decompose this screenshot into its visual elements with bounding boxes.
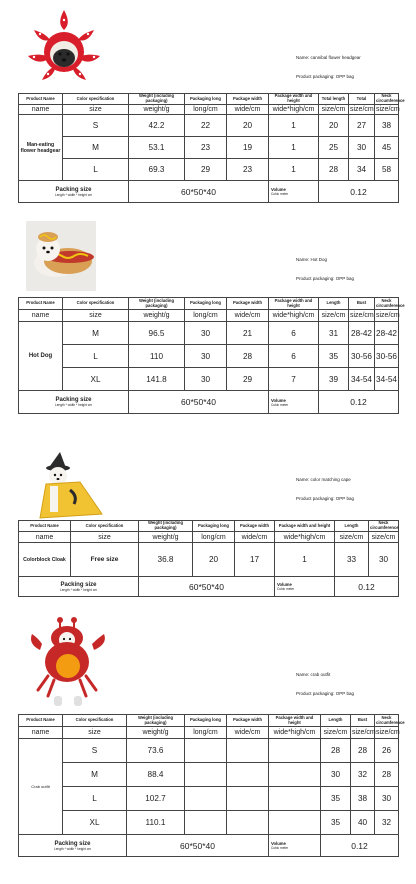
col-subheader: size/cm	[351, 727, 375, 739]
subheader-row	[19, 105, 399, 115]
table-row	[19, 159, 399, 181]
table-cell: 20	[227, 115, 269, 137]
col-subheader: weight/g	[129, 310, 185, 322]
product-packaging-line: Product packaging: OPP bag	[296, 496, 354, 502]
col-subheader: weight/g	[127, 727, 185, 739]
product-meta	[296, 477, 354, 502]
packing-value: 60*50*40	[129, 181, 269, 203]
col-header: Bust	[351, 715, 375, 727]
table-cell: 1	[269, 115, 319, 137]
table-cell: 110.1	[127, 811, 185, 835]
table-row	[19, 322, 399, 345]
col-header: Packaging long	[193, 521, 235, 532]
table-cell: 23	[227, 159, 269, 181]
packing-sub: Length * width * height cm	[53, 846, 92, 851]
table-cell: 53.1	[129, 137, 185, 159]
col-subheader: weight/g	[139, 532, 193, 543]
table-cell: 30	[349, 137, 375, 159]
col-subheader: size/cm	[349, 310, 375, 322]
volume-label: Volume	[277, 582, 292, 587]
table-cell	[269, 787, 321, 811]
col-subheader: name	[19, 727, 63, 739]
table-cell: 36.8	[139, 543, 193, 577]
col-header: Package width and height	[269, 94, 319, 105]
volume-label-cell	[269, 181, 319, 203]
table-cell: 27	[349, 115, 375, 137]
col-header: Packaging long	[185, 298, 227, 310]
table-cell	[185, 787, 227, 811]
table-cell: 141.8	[129, 368, 185, 391]
col-subheader: size/cm	[335, 532, 369, 543]
col-subheader: long/cm	[185, 105, 227, 115]
table-cell: 33	[335, 543, 369, 577]
table-cell: 30	[185, 345, 227, 368]
cloak-illustration	[20, 452, 112, 524]
col-header: Length	[319, 298, 349, 310]
crab-outfit-illustration	[28, 614, 108, 712]
table-cell: 110	[129, 345, 185, 368]
col-header: Product Name	[19, 521, 71, 532]
product-name-cell: Colorblock Cloak	[19, 543, 71, 577]
volume-value: 0.12	[321, 835, 399, 857]
col-header: Package width	[235, 521, 275, 532]
volume-label: Volume	[271, 841, 286, 846]
table-cell: 34-54	[375, 368, 399, 391]
packing-label-cell	[19, 391, 129, 414]
table-cell: 7	[269, 368, 319, 391]
table-cell: 35	[321, 787, 351, 811]
table-cell: Free size	[71, 543, 139, 577]
table-cell	[269, 811, 321, 835]
table-cell: 26	[375, 739, 399, 763]
table-cell: 40	[351, 811, 375, 835]
table-row	[19, 543, 399, 577]
table-cell: 30	[185, 322, 227, 345]
table-cell: 35	[321, 811, 351, 835]
spec-table-flower	[18, 93, 405, 203]
volume-value: 0.12	[335, 577, 399, 597]
table-cell: 30	[369, 543, 399, 577]
col-header: Color specification	[63, 94, 129, 105]
table-row	[19, 137, 399, 159]
col-subheader: name	[19, 105, 63, 115]
table-cell: 30-56	[375, 345, 399, 368]
packing-row	[19, 835, 399, 857]
table-cell: 102.7	[127, 787, 185, 811]
product-name-line: Name: cannibal flower headgear	[296, 55, 361, 60]
table-cell: 31	[319, 322, 349, 345]
volume-sub: Cubic meter	[277, 587, 295, 591]
table-cell	[227, 787, 269, 811]
volume-label: Volume	[271, 397, 286, 403]
table-cell: 32	[351, 763, 375, 787]
volume-sub: Cubic meter	[271, 846, 289, 850]
col-subheader: size/cm	[319, 310, 349, 322]
product-packaging-line: Product packaging: OPP bag	[296, 691, 354, 697]
col-subheader: wide/cm	[235, 532, 275, 543]
table-cell: 28-42	[375, 322, 399, 345]
table-cell: 22	[185, 115, 227, 137]
packing-label: Packing size	[54, 840, 91, 847]
table-cell: 28	[227, 345, 269, 368]
product-packaging-line: Product packaging: OPP bag	[296, 276, 354, 282]
col-header: Color specification	[71, 521, 139, 532]
packing-value: 60*50*40	[127, 835, 269, 857]
col-header: Neck circumference	[376, 93, 405, 103]
product-section-crab	[0, 610, 416, 884]
col-subheader: wide/cm	[227, 727, 269, 739]
table-cell: 34-54	[349, 368, 375, 391]
product-meta	[296, 55, 361, 80]
product-section-cloak	[0, 440, 416, 610]
col-header: Total length	[319, 94, 349, 105]
spec-table-crab	[18, 714, 405, 857]
packing-label-cell	[19, 577, 139, 597]
table-cell: 28	[321, 739, 351, 763]
table-cell: 58	[375, 159, 399, 181]
col-subheader: wide*high/cm	[275, 532, 335, 543]
packing-sub: Length * width * height cm	[54, 192, 93, 197]
col-header: Length	[321, 715, 351, 727]
col-subheader: size/cm	[321, 727, 351, 739]
subheader-row	[19, 310, 399, 322]
col-header: Weight (including packaging)	[139, 521, 193, 532]
table-cell: 35	[319, 345, 349, 368]
volume-label: Volume	[271, 187, 286, 192]
table-cell: 96.5	[129, 322, 185, 345]
spec-table-hotdog	[18, 297, 405, 414]
table-cell: 1	[269, 137, 319, 159]
table-cell: 28	[319, 159, 349, 181]
col-header: Package width and height	[275, 521, 335, 532]
col-subheader: size/cm	[375, 727, 399, 739]
packing-value: 60*50*40	[139, 577, 275, 597]
table-row	[19, 787, 399, 811]
product-name-line: Name: Hot Dog	[296, 257, 328, 262]
table-cell: 45	[375, 137, 399, 159]
table-cell: 25	[319, 137, 349, 159]
table-cell: 28-42	[349, 322, 375, 345]
table-cell: 69.3	[129, 159, 185, 181]
col-header: Product Name	[19, 94, 63, 105]
col-header: Neck circumference	[376, 297, 405, 308]
col-subheader: size/cm	[319, 105, 349, 115]
table-cell: 32	[375, 811, 399, 835]
table-cell	[185, 811, 227, 835]
volume-label-cell	[275, 577, 335, 597]
col-header: Color specification	[63, 298, 129, 310]
table-cell: 42.2	[129, 115, 185, 137]
col-subheader: size/cm	[369, 532, 399, 543]
packing-row	[19, 577, 399, 597]
table-row	[19, 345, 399, 368]
table-cell: 28	[375, 763, 399, 787]
table-cell: 6	[269, 322, 319, 345]
table-cell: L	[63, 159, 129, 181]
col-header: Neck circumference	[370, 520, 399, 530]
product-photo-flower-headgear	[20, 4, 108, 92]
header-row	[19, 94, 399, 105]
table-cell: 30-56	[349, 345, 375, 368]
table-cell	[227, 811, 269, 835]
product-section-flower	[0, 0, 416, 215]
col-subheader: long/cm	[193, 532, 235, 543]
col-header: Weight (including packaging)	[129, 94, 185, 105]
product-name-cell: Man-eating flower headgear	[19, 115, 63, 181]
product-section-hotdog	[0, 215, 416, 440]
table-cell: 73.6	[127, 739, 185, 763]
table-cell: 20	[319, 115, 349, 137]
table-cell	[227, 763, 269, 787]
col-header: Total	[349, 94, 375, 105]
table-cell	[185, 763, 227, 787]
table-cell: M	[63, 137, 129, 159]
col-header: Color specification	[63, 715, 127, 727]
product-name-line: Name: crab outfit	[296, 672, 331, 677]
table-cell: 30	[375, 787, 399, 811]
volume-sub: Cubic meter	[271, 402, 289, 407]
product-meta	[296, 672, 354, 697]
table-cell: 29	[185, 159, 227, 181]
product-name-line: Name: color matching cape	[296, 477, 351, 482]
col-subheader: size	[63, 727, 127, 739]
header-row	[19, 521, 399, 532]
col-subheader: name	[19, 532, 71, 543]
col-header: Product Name	[19, 298, 63, 310]
product-packaging-line: Product packaging: OPP bag	[296, 74, 354, 80]
flower-headgear-illustration	[20, 4, 108, 92]
packing-sub: Length * width * height cm	[59, 587, 98, 592]
table-cell: 17	[235, 543, 275, 577]
col-header: Package width	[227, 715, 269, 727]
hot-dog-illustration	[26, 221, 96, 291]
table-cell: 23	[185, 137, 227, 159]
table-cell: 6	[269, 345, 319, 368]
packing-label: Packing size	[55, 186, 92, 193]
table-cell: S	[63, 115, 129, 137]
table-cell: 39	[319, 368, 349, 391]
col-subheader: size/cm	[375, 310, 399, 322]
col-header: Weight (including packaging)	[127, 715, 185, 727]
col-header: Product Name	[19, 715, 63, 727]
col-subheader: long/cm	[185, 310, 227, 322]
table-cell: 38	[351, 787, 375, 811]
col-header: Package width	[227, 298, 269, 310]
col-subheader: wide/cm	[227, 105, 269, 115]
col-header: Packaging long	[185, 715, 227, 727]
table-cell: M	[63, 322, 129, 345]
col-subheader: size	[63, 310, 129, 322]
table-cell	[185, 739, 227, 763]
packing-row	[19, 181, 399, 203]
col-header: Package width	[227, 94, 269, 105]
table-row	[19, 115, 399, 137]
col-header: Length	[335, 521, 369, 532]
table-cell: 1	[275, 543, 335, 577]
col-header: Package width and height	[269, 715, 321, 727]
subheader-row	[19, 727, 399, 739]
product-name-cell: Hot Dog	[19, 322, 63, 391]
col-header: Weight (including packaging)	[129, 298, 185, 310]
table-cell	[269, 763, 321, 787]
col-subheader: size/cm	[350, 106, 374, 113]
col-subheader: weight/g	[129, 105, 185, 115]
header-row	[19, 298, 399, 310]
table-cell: 1	[269, 159, 319, 181]
packing-label-cell	[19, 835, 127, 857]
table-cell: 30	[321, 763, 351, 787]
header-row	[19, 715, 399, 727]
table-cell	[227, 739, 269, 763]
col-subheader: wide*high/cm	[269, 310, 319, 322]
table-cell: 88.4	[127, 763, 185, 787]
packing-value: 60*50*40	[129, 391, 269, 414]
table-cell: L	[63, 787, 127, 811]
packing-label-cell	[19, 181, 129, 203]
col-subheader: wide*high/cm	[269, 105, 319, 115]
col-subheader: size/cm	[376, 106, 400, 113]
product-photo-crab-outfit	[28, 614, 108, 712]
table-cell: 29	[227, 368, 269, 391]
product-photo-hot-dog	[26, 221, 96, 291]
table-cell	[269, 739, 321, 763]
table-row	[19, 368, 399, 391]
table-row	[19, 811, 399, 835]
packing-sub: Length * width * height cm	[54, 403, 93, 407]
product-name-cell: Crab outfit	[19, 739, 63, 835]
table-cell: XL	[63, 811, 127, 835]
table-cell: 19	[227, 137, 269, 159]
col-header: Bust	[349, 298, 375, 310]
table-cell: 21	[227, 322, 269, 345]
product-photo-colorblock-cloak	[20, 452, 112, 524]
volume-sub: Cubic meter	[271, 192, 289, 196]
table-cell: XL	[63, 368, 129, 391]
volume-value: 0.12	[319, 391, 399, 414]
col-header: Packaging long	[185, 94, 227, 105]
col-header: Package width and height	[269, 298, 319, 310]
table-row	[19, 739, 399, 763]
volume-label-cell	[269, 835, 321, 857]
table-cell: 30	[185, 368, 227, 391]
table-row	[19, 763, 399, 787]
subheader-row	[19, 532, 399, 543]
col-header: Neck circumference	[376, 714, 405, 725]
packing-label: Packing size	[55, 397, 92, 403]
packing-label: Packing size	[60, 581, 97, 588]
table-cell: L	[63, 345, 129, 368]
col-subheader: size	[71, 532, 139, 543]
table-cell: S	[63, 739, 127, 763]
table-cell: 20	[193, 543, 235, 577]
product-meta	[296, 257, 354, 282]
packing-row	[19, 391, 399, 414]
col-subheader: size	[63, 105, 129, 115]
col-subheader: wide*high/cm	[269, 727, 321, 739]
table-cell: 38	[375, 115, 399, 137]
col-subheader: wide/cm	[227, 310, 269, 322]
table-cell: 34	[349, 159, 375, 181]
table-cell: M	[63, 763, 127, 787]
volume-value: 0.12	[319, 181, 399, 203]
col-subheader: long/cm	[185, 727, 227, 739]
volume-label-cell	[269, 391, 319, 414]
spec-table-cloak	[18, 520, 399, 597]
table-cell: 28	[351, 739, 375, 763]
col-subheader: name	[19, 310, 63, 322]
